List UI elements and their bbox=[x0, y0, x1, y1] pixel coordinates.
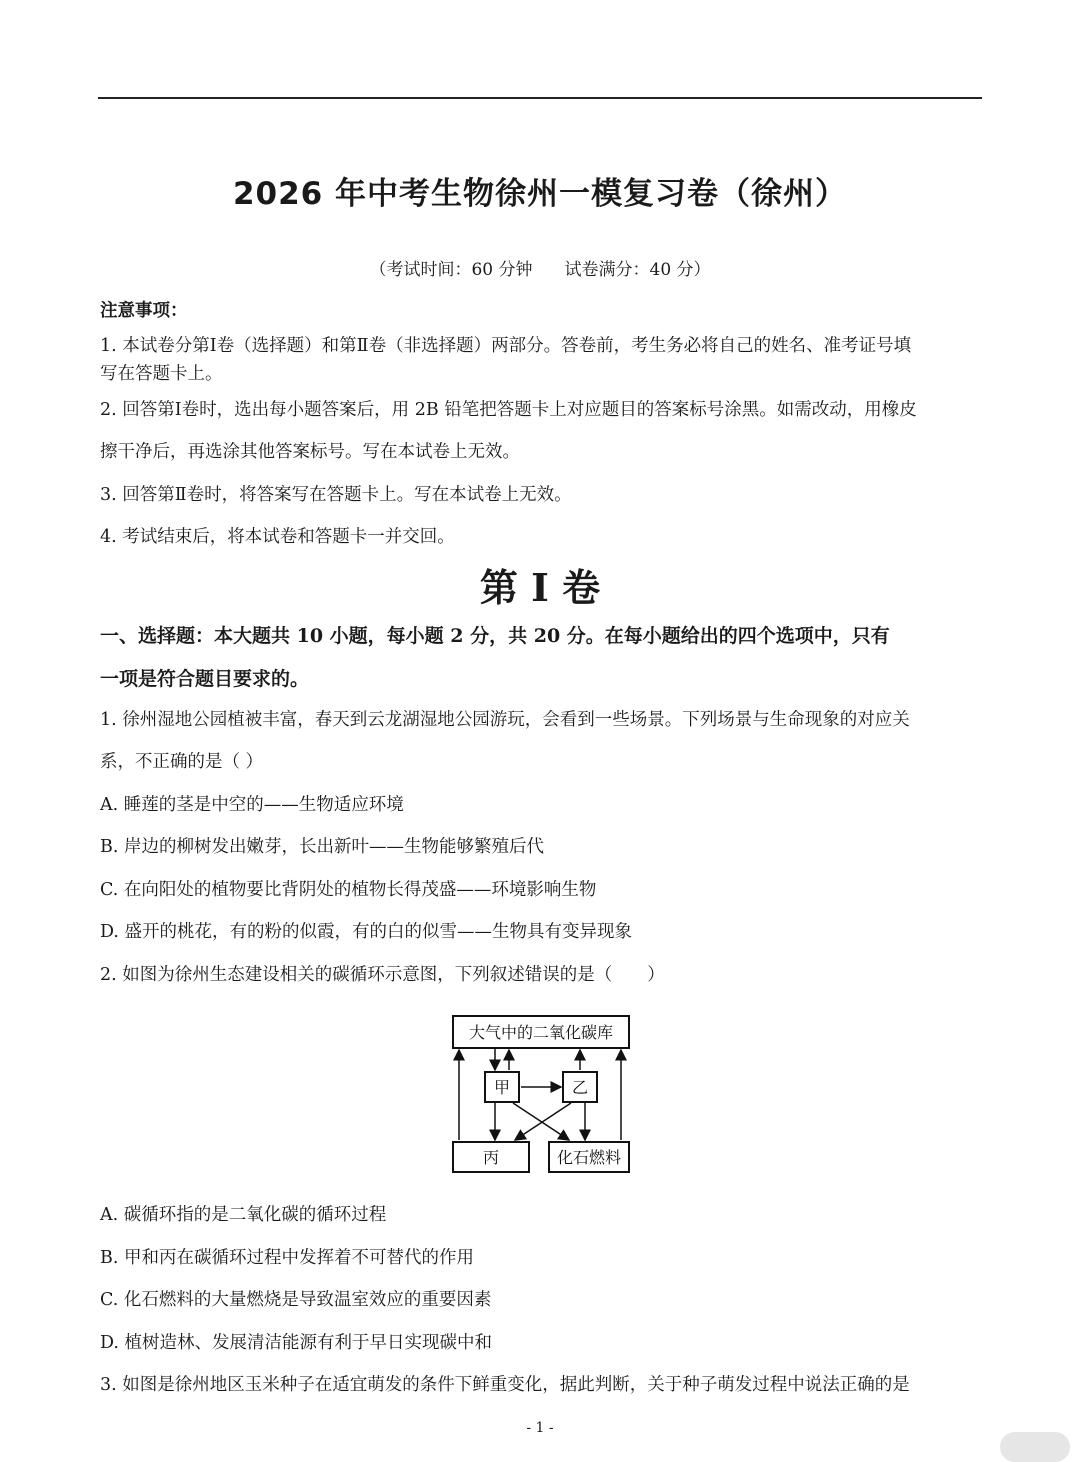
bing-label: 丙 bbox=[482, 1148, 500, 1167]
question-1-option-d: D. 盛开的桃花，有的粉的似霞，有的白的似雪——生物具有变异现象 bbox=[100, 922, 633, 942]
question-2-option-c: C. 化石燃料的大量燃烧是导致温室效应的重要因素 bbox=[100, 1290, 492, 1310]
exam-info bbox=[0, 255, 1080, 280]
jia-label: 甲 bbox=[493, 1078, 511, 1097]
yi-label: 乙 bbox=[571, 1078, 589, 1097]
question-3-stem: 3. 如图是徐州地区玉米种子在适宜萌发的条件下鲜重变化，据此判断，关于种子萌发过程中说法正确的是 bbox=[100, 1375, 910, 1395]
question-2-option-b: B. 甲和丙在碳循环过程中发挥着不可替代的作用 bbox=[100, 1248, 474, 1268]
notice-item: 3. 回答第Ⅱ卷时，将答案写在答题卡上。写在本试卷上无效。 bbox=[100, 485, 572, 505]
exam-time: （考试时间：60 分钟 bbox=[369, 260, 533, 280]
carbon-cycle-diagram bbox=[445, 1010, 635, 1180]
question-2-option-d: D. 植树造林、发展清洁能源有利于早日实现碳中和 bbox=[100, 1333, 493, 1353]
scroll-handle[interactable] bbox=[1000, 1432, 1070, 1462]
notice-item: 擦干净后，再选涂其他答案标号。写在本试卷上无效。 bbox=[100, 442, 520, 462]
arrow-jia-to-fossil bbox=[513, 1103, 569, 1140]
notice-item: 1. 本试卷分第Ⅰ卷（选择题）和第Ⅱ卷（非选择题）两部分。答卷前，考生务必将自己的姓名、准考证号填 bbox=[100, 336, 912, 356]
fossil-fuel-label: 化石燃料 bbox=[556, 1148, 622, 1167]
co2-pool-label: 大气中的二氧化碳库 bbox=[468, 1023, 614, 1042]
header-rule bbox=[98, 97, 982, 99]
page-number: - 1 - bbox=[526, 1420, 554, 1436]
question-2-stem: 2. 如图为徐州生态建设相关的碳循环示意图，下列叙述错误的是（ ） bbox=[100, 965, 665, 985]
part-heading-cont: 一项是符合题目要求的。 bbox=[100, 668, 310, 690]
question-1-stem: 1. 徐州湿地公园植被丰富，春天到云龙湖湿地公园游玩，会看到一些场景。下列场景与生命现象的对应关 bbox=[100, 710, 910, 730]
question-2-option-a: A. 碳循环指的是二氧化碳的循环过程 bbox=[100, 1205, 387, 1225]
question-1-option-a: A. 睡莲的茎是中空的——生物适应环境 bbox=[100, 795, 404, 815]
question-1-option-c: C. 在向阳处的植物要比背阴处的植物长得茂盛——环境影响生物 bbox=[100, 880, 597, 900]
arrow-yi-to-bing bbox=[515, 1103, 571, 1140]
question-1-stem-cont: 系，不正确的是（ ） bbox=[100, 752, 264, 772]
full-score: 试卷满分：40 分） bbox=[564, 260, 711, 280]
notice-heading: 注意事项： bbox=[100, 301, 188, 321]
part-heading: 一、选择题：本大题共 10 小题，每小题 2 分，共 20 分。在每小题给出的四个选项中，只有 bbox=[100, 625, 890, 647]
notice-item: 写在答题卡上。 bbox=[100, 364, 223, 384]
notice-item: 2. 回答第Ⅰ卷时，选出每小题答案后，用 2B 铅笔把答题卡上对应题目的答案标号涂黑。如需改动，用橡皮 bbox=[100, 400, 917, 420]
section-title: 第 I 卷 bbox=[479, 565, 601, 610]
question-1-option-b: B. 岸边的柳树发出嫩芽，长出新叶——生物能够繁殖后代 bbox=[100, 837, 544, 857]
exam-title: 2026 年中考生物徐州一模复习卷（徐州） bbox=[232, 176, 848, 212]
notice-item: 4. 考试结束后，将本试卷和答题卡一并交回。 bbox=[100, 527, 455, 547]
